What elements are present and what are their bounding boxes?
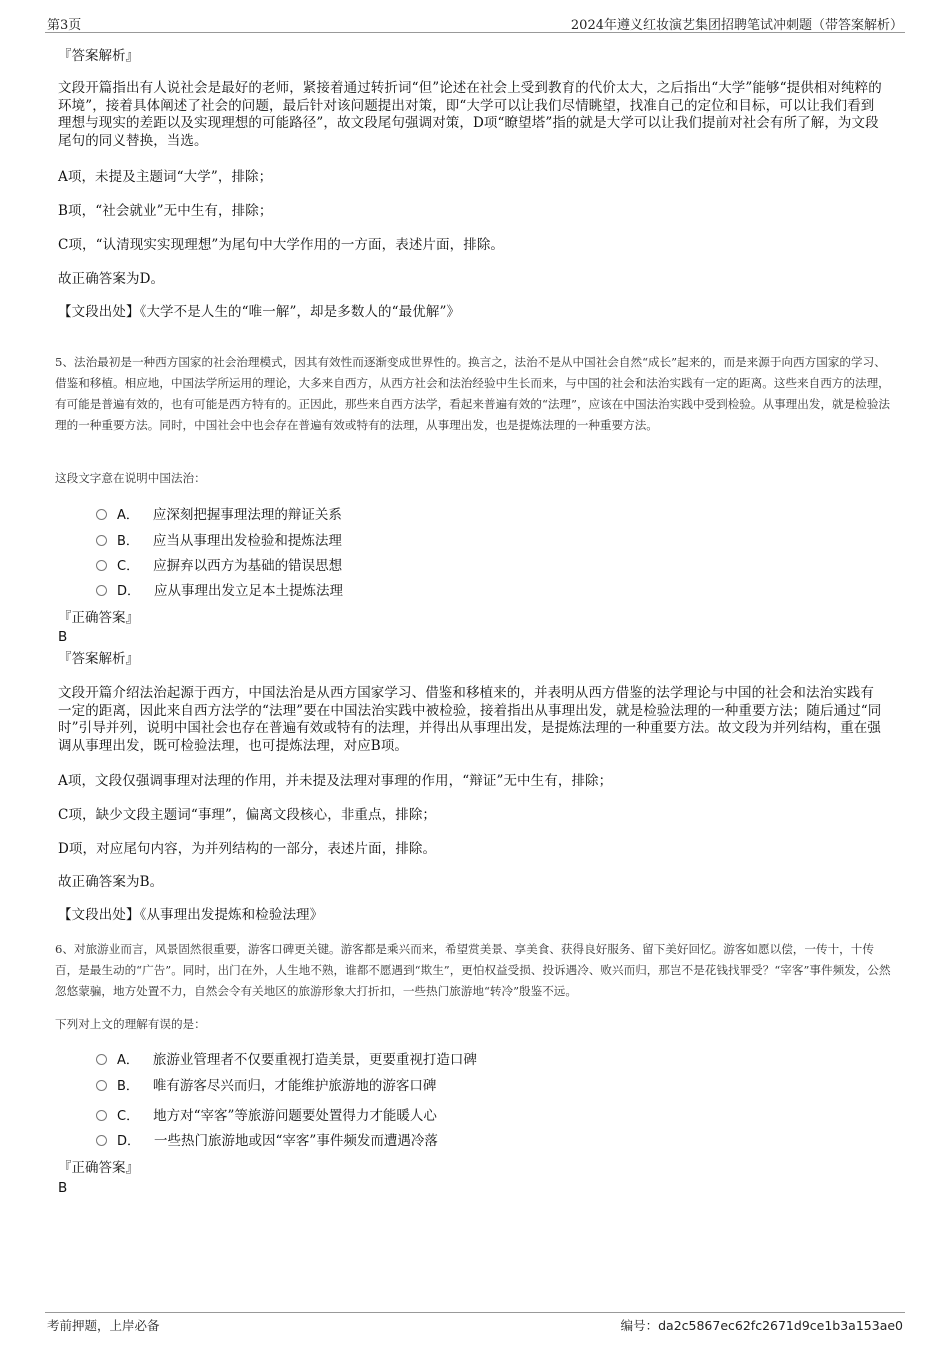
analysis-option-c: C项，“认清现实实现理想”为尾句中大学作用的一方面，表述片面，排除。 [58, 237, 505, 253]
correct-answer-label: 『正确答案』 [58, 1160, 139, 1176]
radio-button[interactable] [96, 1110, 107, 1121]
passage-source: 【文段出处】《大学不是人生的“唯一解”，却是多数人的“最优解”》 [58, 304, 461, 320]
document-title: 2024年遵义红妆演艺集团招聘笔试冲刺题（带答案解析） [570, 18, 903, 33]
radio-button[interactable] [96, 1054, 107, 1065]
radio-button[interactable] [96, 535, 107, 546]
option-b[interactable]: B． 唯有游客尽兴而归，才能维护旅游地的游客口碑 [96, 1076, 436, 1096]
analysis-text: 文段开篇介绍法治起源于西方，中国法治是从西方国家学习、借鉴和移植来的，并表明从西方借鉴的法学理论与中国的社会和法治实践有一定的距离，因此来自西方法学的“法理”要在中国法治实践中被检验，接着指出从事理出发，就是检验法理的一种重要方法；随后通过“同时”引导并列，说明中国社会也存在普遍有效或特有的法理，并得出从事理出发，是提炼法理的一种重要方法。故文段为并列结构，重在强调从事理出发，既可检验法理，也可提炼法理，对应B项。 [58, 685, 882, 754]
radio-button[interactable] [96, 1080, 107, 1091]
option-a[interactable]: A． 应深刻把握事理法理的辩证关系 [96, 505, 342, 525]
footer-slogan: 考前押题，上岸必备 [47, 1318, 160, 1333]
option-d[interactable]: D． 应从事理出发立足本土提炼法理 [96, 581, 343, 601]
question-stem: 5、法治最初是一种西方国家的社会治理模式，因其有效性而逐渐变成世界性的。换言之，法治不是从中国社会自然“成长”起来的，而是来源于向西方国家的学习、借鉴和移植。相应地，中国法学所运用的理论，大多来自西方，从西方社会和法治经验中生长而来，与中国的社会和法治实践有一定的距离。这些来自西方的法理，有可能是普遍有效的，也有可能是西方特有的。正因此，那些来自西方法学，看起来普遍有效的“法理”，应该在中国法治实践中受到检验。从事理出发，就是检验法理的一种重要方法。同时，中国社会中也会存在普遍有效或特有的法理，从事理出发，也是提炼法理的一种重要方法。 [55, 355, 891, 432]
passage-source: 【文段出处】《从事理出发提炼和检验法理》 [58, 907, 324, 923]
analysis-option-d: D项，对应尾句内容，为并列结构的一部分，表述片面，排除。 [58, 841, 437, 857]
document-code [621, 1316, 903, 1334]
page-number: 第3页 [47, 18, 82, 33]
analysis-conclusion: 故正确答案为B。 [58, 874, 164, 890]
analysis-label: 『答案解析』 [58, 48, 139, 64]
option-a[interactable]: A． 旅游业管理者不仅要重视打造美景，更要重视打造口碑 [96, 1050, 477, 1070]
option-c[interactable]: C． 地方对“宰客”等旅游问题要处置得力才能暖人心 [96, 1106, 437, 1126]
document-code-value: da2c5867ec62fc2671d9ce1b3a153ae0 [658, 1318, 903, 1333]
analysis-option-a: A项，未提及主题词“大学”，排除； [58, 169, 273, 185]
radio-button[interactable] [96, 1135, 107, 1146]
question-prompt: 这段文字意在说明中国法治： [55, 471, 206, 485]
radio-button[interactable] [96, 560, 107, 571]
page-header [45, 10, 905, 33]
analysis-option-a: A项，文段仅强调事理对法理的作用，并未提及法理对事理的作用，“辩证”无中生有，排除； [58, 773, 613, 789]
option-d[interactable]: D． 一些热门旅游地或因“宰客”事件频发而遭遇冷落 [96, 1131, 438, 1151]
analysis-option-b: B项，“社会就业”无中生有，排除； [58, 203, 273, 219]
question-prompt: 下列对上文的理解有误的是： [55, 1017, 206, 1031]
radio-button[interactable] [96, 509, 107, 520]
analysis-option-c: C项，缺少文段主题词“事理”，偏离文段核心，非重点，排除； [58, 807, 437, 823]
option-c[interactable]: C． 应摒弃以西方为基础的错误思想 [96, 556, 342, 576]
analysis-label: 『答案解析』 [58, 651, 139, 667]
radio-button[interactable] [96, 585, 107, 596]
correct-answer: B [58, 629, 68, 645]
question-stem: 6、对旅游业而言，风景固然很重要，游客口碑更关键。游客都是乘兴而来，希望赏美景、享美食、获得良好服务、留下美好回忆。游客如愿以偿，一传十，十传百，是最生动的“广告”。同时，出门在外，人生地不熟，谁都不愿遇到“欺生”，更怕权益受损、投诉遇冷、败兴而归，那岂不是花钱找罪受？“宰客”事件频发，公然忽悠蒙骗，地方处置不力，自然会令有关地区的旅游形象大打折扣，一些热门旅游地“转冷”殷鉴不远。 [55, 942, 891, 998]
analysis-conclusion: 故正确答案为D。 [58, 271, 165, 287]
analysis-text: 文段开篇指出有人说社会是最好的老师，紧接着通过转折词“但”论述在社会上受到教育的代价太大，之后指出“大学”能够“提供相对纯粹的环境”，接着具体阐述了社会的问题，最后针对该问题提出对策，即“大学可以让我们尽情眺望，找准自己的定位和目标，可以让我们看到理想与现实的差距以及实现理想的可能路径”，故文段尾句强调对策，D项“瞭望塔”指的就是大学可以让我们提前对社会有所了解，为文段尾句的同义替换，当选。 [58, 80, 882, 149]
correct-answer: B [58, 1180, 68, 1196]
page-footer [45, 1312, 905, 1335]
correct-answer-label: 『正确答案』 [58, 610, 139, 626]
document-code-label: 编号： [620, 1318, 659, 1333]
option-b[interactable]: B． 应当从事理出发检验和提炼法理 [96, 531, 342, 551]
